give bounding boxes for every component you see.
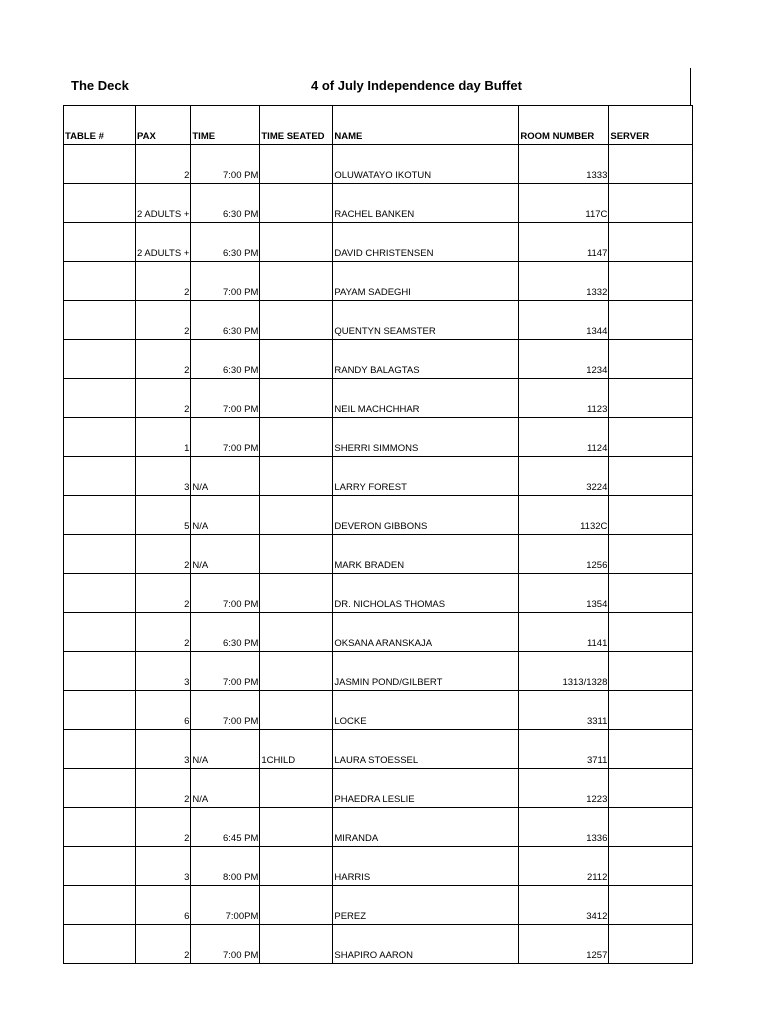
cell-time-seated xyxy=(260,418,333,457)
cell-name: DR. NICHOLAS THOMAS xyxy=(333,574,519,613)
cell-pax: 2 xyxy=(136,769,191,808)
cell-room-number: 1257 xyxy=(519,925,609,964)
cell-room-number: 1333 xyxy=(519,145,609,184)
cell-server xyxy=(609,301,693,340)
cell-time-seated xyxy=(260,613,333,652)
cell-name: OLUWATAYO IKOTUN xyxy=(333,145,519,184)
table-row xyxy=(64,691,693,730)
cell-name: QUENTYN SEAMSTER xyxy=(333,301,519,340)
cell-time: 7:00 PM xyxy=(191,925,260,964)
cell-table xyxy=(64,886,136,925)
cell-pax: 2 xyxy=(136,262,191,301)
cell-server xyxy=(609,379,693,418)
cell-room-number: 1256 xyxy=(519,535,609,574)
cell-pax: 2 ADULTS + xyxy=(136,184,191,223)
cell-pax: 3 xyxy=(136,457,191,496)
cell-server xyxy=(609,808,693,847)
cell-time-seated: 1CHILD xyxy=(260,730,333,769)
event-title: 4 of July Independence day Buffet xyxy=(311,78,522,93)
cell-room-number: 1354 xyxy=(519,574,609,613)
cell-name: MIRANDA xyxy=(333,808,519,847)
table-row xyxy=(64,418,693,457)
cell-name: RANDY BALAGTAS xyxy=(333,340,519,379)
cell-time: N/A xyxy=(191,769,260,808)
table-row xyxy=(64,808,693,847)
cell-time: 7:00 PM xyxy=(191,652,260,691)
table-row xyxy=(64,340,693,379)
cell-time-seated xyxy=(260,925,333,964)
column-header-server: SERVER xyxy=(609,106,693,145)
cell-table xyxy=(64,418,136,457)
cell-table xyxy=(64,184,136,223)
table-row xyxy=(64,457,693,496)
cell-time: 6:30 PM xyxy=(191,301,260,340)
table-row xyxy=(64,145,693,184)
cell-pax: 2 xyxy=(136,613,191,652)
cell-time-seated xyxy=(260,262,333,301)
cell-time-seated xyxy=(260,457,333,496)
cell-pax: 2 xyxy=(136,535,191,574)
cell-time: N/A xyxy=(191,496,260,535)
cell-time: 6:45 PM xyxy=(191,808,260,847)
cell-time-seated xyxy=(260,652,333,691)
cell-name: PHAEDRA LESLIE xyxy=(333,769,519,808)
table-row xyxy=(64,535,693,574)
cell-time-seated xyxy=(260,691,333,730)
cell-time: N/A xyxy=(191,730,260,769)
cell-pax: 2 ADULTS + xyxy=(136,223,191,262)
cell-name: MARK BRADEN xyxy=(333,535,519,574)
cell-server xyxy=(609,847,693,886)
cell-table xyxy=(64,223,136,262)
cell-time-seated xyxy=(260,301,333,340)
cell-name: HARRIS xyxy=(333,847,519,886)
cell-name: JASMIN POND/GILBERT xyxy=(333,652,519,691)
cell-server xyxy=(609,691,693,730)
cell-table xyxy=(64,847,136,886)
venue-title: The Deck xyxy=(71,78,129,93)
cell-time-seated xyxy=(260,886,333,925)
cell-time: N/A xyxy=(191,535,260,574)
cell-time: 6:30 PM xyxy=(191,223,260,262)
cell-name: DAVID CHRISTENSEN xyxy=(333,223,519,262)
cell-pax: 3 xyxy=(136,730,191,769)
cell-room-number: 2112 xyxy=(519,847,609,886)
cell-room-number: 1124 xyxy=(519,418,609,457)
table-row xyxy=(64,847,693,886)
table-row xyxy=(64,262,693,301)
cell-room-number: 3311 xyxy=(519,691,609,730)
cell-time: 7:00 PM xyxy=(191,691,260,730)
cell-name: LARRY FOREST xyxy=(333,457,519,496)
cell-table xyxy=(64,379,136,418)
cell-pax: 2 xyxy=(136,301,191,340)
table-row xyxy=(64,652,693,691)
cell-table xyxy=(64,496,136,535)
cell-time-seated xyxy=(260,184,333,223)
cell-server xyxy=(609,535,693,574)
cell-name: PAYAM SADEGHI xyxy=(333,262,519,301)
cell-time-seated xyxy=(260,145,333,184)
cell-server xyxy=(609,418,693,457)
table-row xyxy=(64,301,693,340)
cell-server xyxy=(609,457,693,496)
cell-table xyxy=(64,535,136,574)
cell-room-number: 1141 xyxy=(519,613,609,652)
cell-time: 8:00 PM xyxy=(191,847,260,886)
cell-time-seated xyxy=(260,223,333,262)
cell-time: N/A xyxy=(191,457,260,496)
cell-time: 7:00 PM xyxy=(191,145,260,184)
cell-table xyxy=(64,769,136,808)
cell-time: 7:00 PM xyxy=(191,574,260,613)
cell-time-seated xyxy=(260,847,333,886)
cell-server xyxy=(609,730,693,769)
cell-time-seated xyxy=(260,574,333,613)
cell-room-number: 1336 xyxy=(519,808,609,847)
cell-table xyxy=(64,145,136,184)
cell-server xyxy=(609,613,693,652)
table-row xyxy=(64,184,693,223)
cell-server xyxy=(609,223,693,262)
cell-time: 6:30 PM xyxy=(191,184,260,223)
column-header-pax: PAX xyxy=(136,106,191,145)
cell-server xyxy=(609,184,693,223)
cell-time: 7:00 PM xyxy=(191,262,260,301)
table-row xyxy=(64,223,693,262)
cell-time: 7:00PM xyxy=(191,886,260,925)
column-header-table: TABLE # xyxy=(64,106,136,145)
reservation-table xyxy=(63,105,693,964)
cell-name: NEIL MACHCHHAR xyxy=(333,379,519,418)
cell-room-number: 3412 xyxy=(519,886,609,925)
cell-room-number: 1234 xyxy=(519,340,609,379)
cell-server xyxy=(609,925,693,964)
cell-server xyxy=(609,340,693,379)
table-row xyxy=(64,925,693,964)
table-row xyxy=(64,379,693,418)
table-row xyxy=(64,574,693,613)
cell-time-seated xyxy=(260,769,333,808)
table-row xyxy=(64,496,693,535)
cell-pax: 6 xyxy=(136,691,191,730)
sheet-border-line xyxy=(690,68,691,106)
cell-time-seated xyxy=(260,340,333,379)
cell-table xyxy=(64,574,136,613)
cell-pax: 2 xyxy=(136,925,191,964)
cell-pax: 2 xyxy=(136,340,191,379)
cell-room-number: 1132C xyxy=(519,496,609,535)
cell-room-number: 117C xyxy=(519,184,609,223)
table-row xyxy=(64,769,693,808)
table-row xyxy=(64,730,693,769)
cell-server xyxy=(609,145,693,184)
cell-time-seated xyxy=(260,535,333,574)
cell-table xyxy=(64,691,136,730)
cell-table xyxy=(64,301,136,340)
cell-name: DEVERON GIBBONS xyxy=(333,496,519,535)
cell-pax: 2 xyxy=(136,808,191,847)
column-header-room-number: ROOM NUMBER xyxy=(519,106,609,145)
cell-room-number: 1344 xyxy=(519,301,609,340)
column-header-time: TIME xyxy=(191,106,260,145)
cell-table xyxy=(64,613,136,652)
cell-time-seated xyxy=(260,379,333,418)
cell-server xyxy=(609,496,693,535)
cell-server xyxy=(609,652,693,691)
cell-server xyxy=(609,262,693,301)
column-header-name: NAME xyxy=(333,106,519,145)
header-row xyxy=(64,106,693,145)
cell-table xyxy=(64,730,136,769)
cell-name: PEREZ xyxy=(333,886,519,925)
cell-name: RACHEL BANKEN xyxy=(333,184,519,223)
cell-time: 6:30 PM xyxy=(191,613,260,652)
table-row xyxy=(64,886,693,925)
cell-name: LAURA STOESSEL xyxy=(333,730,519,769)
cell-room-number: 1223 xyxy=(519,769,609,808)
cell-time-seated xyxy=(260,496,333,535)
cell-name: LOCKE xyxy=(333,691,519,730)
cell-time: 7:00 PM xyxy=(191,379,260,418)
cell-name: SHERRI SIMMONS xyxy=(333,418,519,457)
cell-pax: 2 xyxy=(136,574,191,613)
cell-time: 7:00 PM xyxy=(191,418,260,457)
cell-pax: 1 xyxy=(136,418,191,457)
cell-name: SHAPIRO AARON xyxy=(333,925,519,964)
cell-server xyxy=(609,886,693,925)
cell-server xyxy=(609,769,693,808)
cell-table xyxy=(64,808,136,847)
cell-room-number: 3711 xyxy=(519,730,609,769)
cell-table xyxy=(64,340,136,379)
cell-pax: 2 xyxy=(136,145,191,184)
cell-pax: 3 xyxy=(136,847,191,886)
table-row xyxy=(64,613,693,652)
cell-table xyxy=(64,652,136,691)
cell-time-seated xyxy=(260,808,333,847)
cell-time: 6:30 PM xyxy=(191,340,260,379)
column-header-time-seated: TIME SEATED xyxy=(260,106,333,145)
cell-room-number: 3224 xyxy=(519,457,609,496)
cell-table xyxy=(64,925,136,964)
cell-room-number: 1123 xyxy=(519,379,609,418)
cell-room-number: 1147 xyxy=(519,223,609,262)
cell-table xyxy=(64,262,136,301)
cell-pax: 3 xyxy=(136,652,191,691)
cell-room-number: 1332 xyxy=(519,262,609,301)
cell-pax: 5 xyxy=(136,496,191,535)
cell-server xyxy=(609,574,693,613)
cell-pax: 2 xyxy=(136,379,191,418)
cell-table xyxy=(64,457,136,496)
cell-name: OKSANA ARANSKAJA xyxy=(333,613,519,652)
cell-pax: 6 xyxy=(136,886,191,925)
cell-room-number: 1313/1328 xyxy=(519,652,609,691)
